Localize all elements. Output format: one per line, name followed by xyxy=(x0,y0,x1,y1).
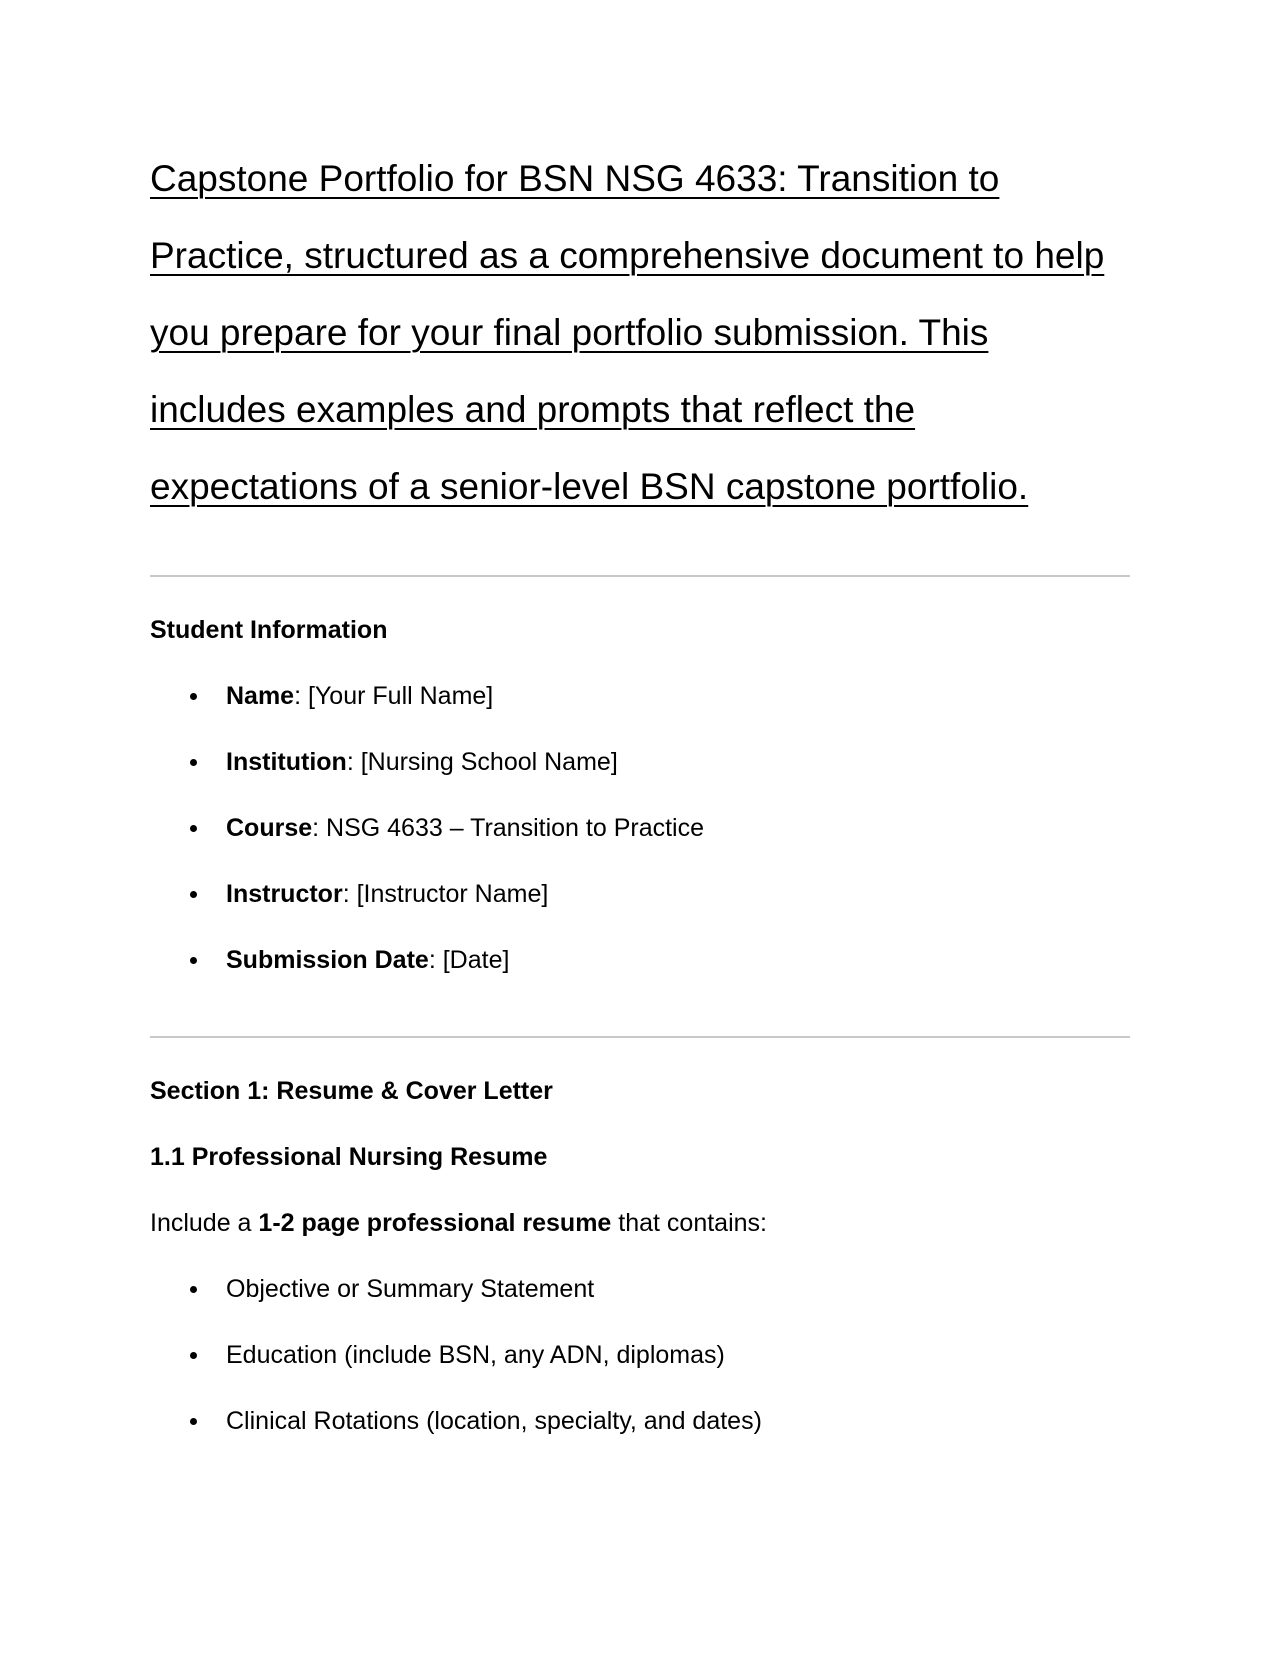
bullet-icon xyxy=(190,891,197,898)
intro-emphasis: 1-2 page professional resume xyxy=(258,1209,612,1237)
field-label: Submission Date xyxy=(226,946,429,974)
list-item xyxy=(150,878,704,944)
horizontal-rule xyxy=(150,1036,1130,1038)
bullet-icon xyxy=(190,957,197,964)
bullet-icon xyxy=(190,759,197,766)
section-1-1-heading: 1.1 Professional Nursing Resume xyxy=(150,1143,548,1171)
field-label: Course xyxy=(226,814,313,842)
list-item xyxy=(150,1273,762,1339)
list-item xyxy=(150,812,704,878)
field-value: : [Instructor Name] xyxy=(342,880,549,908)
field-label: Name xyxy=(226,682,295,710)
section-1-heading: Section 1: Resume & Cover Letter xyxy=(150,1077,553,1105)
field-value: : [Nursing School Name] xyxy=(346,748,618,776)
field-value: : [Date] xyxy=(428,946,510,974)
student-info-list xyxy=(150,680,704,1010)
intro-text-end: that contains: xyxy=(611,1209,767,1237)
bullet-icon xyxy=(190,1352,197,1359)
bullet-icon xyxy=(190,693,197,700)
resume-intro-paragraph xyxy=(150,1207,767,1239)
intro-text: Include a xyxy=(150,1209,259,1237)
bullet-icon xyxy=(190,1418,197,1425)
list-item xyxy=(150,944,704,1010)
list-item-text: Objective or Summary Statement xyxy=(226,1275,595,1303)
document-title: Capstone Portfolio for BSN NSG 4633: Transition to Practice, structured as a comprehensive document to help you prepare for your final portfolio submission. This includes examples and prompts that reflect the expectations of a senior-level BSN capstone portfolio. xyxy=(150,158,1105,507)
student-info-heading: Student Information xyxy=(150,616,388,644)
list-item-text: Clinical Rotations (location, specialty, and dates) xyxy=(226,1407,762,1435)
resume-contents-list xyxy=(150,1273,762,1471)
horizontal-rule xyxy=(150,575,1130,577)
bullet-icon xyxy=(190,1286,197,1293)
list-item-text: Education (include BSN, any ADN, diplomas) xyxy=(226,1341,725,1369)
list-item xyxy=(150,680,704,746)
field-label: Institution xyxy=(226,748,347,776)
bullet-icon xyxy=(190,825,197,832)
list-item xyxy=(150,1339,762,1405)
field-value: : [Your Full Name] xyxy=(294,682,494,710)
list-item xyxy=(150,746,704,812)
field-value: : NSG 4633 – Transition to Practice xyxy=(312,814,704,842)
list-item xyxy=(150,1405,762,1471)
field-label: Instructor xyxy=(226,880,343,908)
